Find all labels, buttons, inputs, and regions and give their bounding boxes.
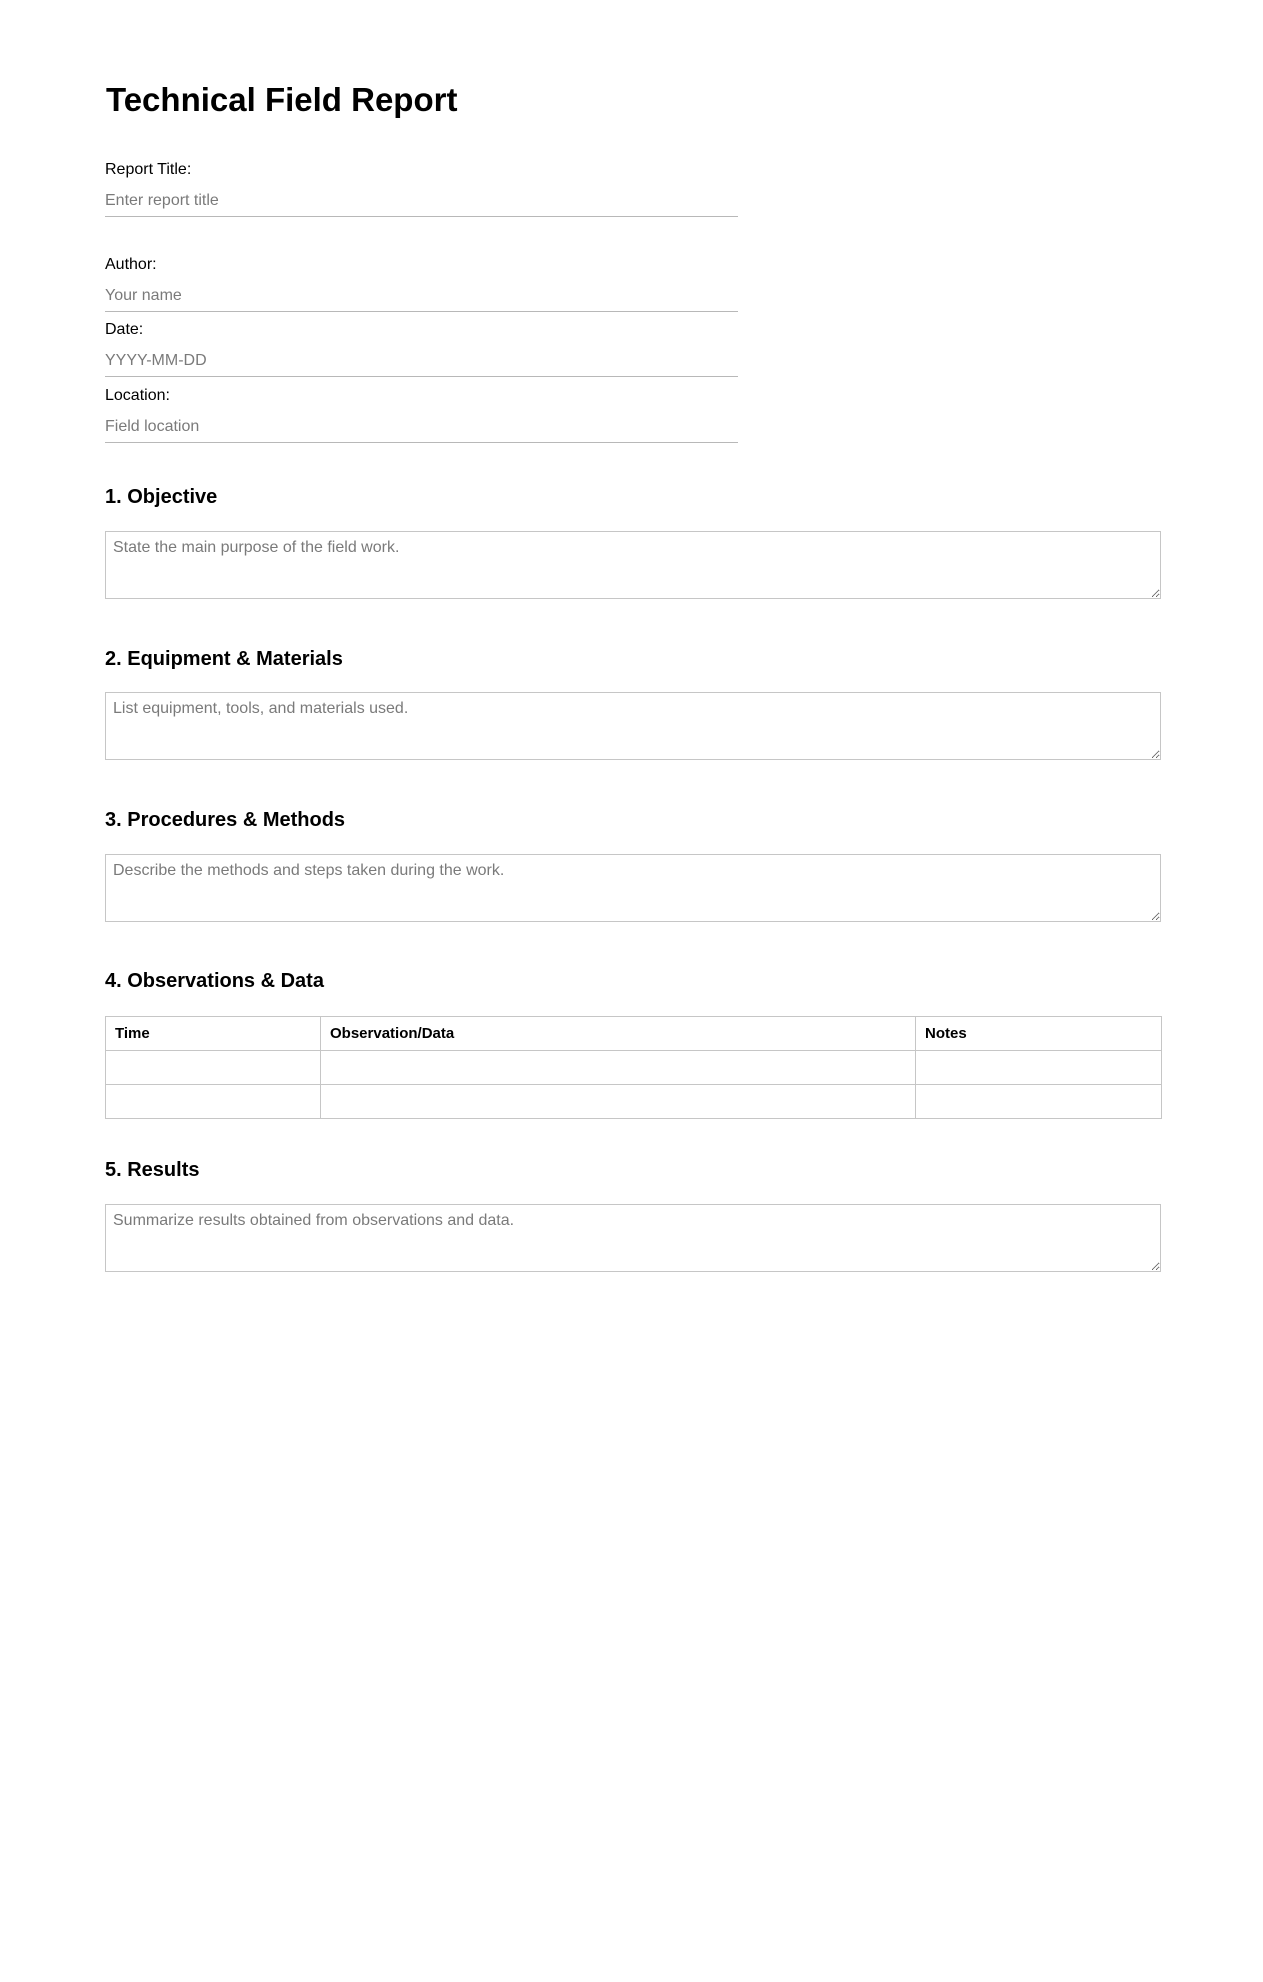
report-title-field [105,160,738,217]
location-input[interactable] [105,411,738,443]
procedures-textarea[interactable] [105,854,1161,922]
procedures-heading: 3. Procedures & Methods [105,809,346,831]
table-cell-notes[interactable] [916,1085,1162,1119]
observations-table [105,1016,1162,1119]
author-field [105,255,738,312]
report-title-input[interactable] [105,185,738,217]
table-cell-notes[interactable] [916,1051,1162,1085]
location-label: Location: [105,387,170,404]
observations-heading: 4. Observations & Data [105,970,324,992]
table-cell-observation[interactable] [321,1051,916,1085]
author-label: Author: [105,256,157,273]
date-field [105,320,738,377]
objective-heading: 1. Objective [105,486,218,508]
table-cell-observation[interactable] [321,1085,916,1119]
page-title: Technical Field Report [106,81,458,118]
table-row [106,1051,1162,1085]
column-header-time: Time [106,1017,321,1051]
table-cell-time[interactable] [106,1085,321,1119]
equipment-textarea[interactable] [105,692,1161,760]
results-textarea[interactable] [105,1204,1161,1272]
objective-textarea[interactable] [105,531,1161,599]
author-input[interactable] [105,280,738,312]
table-cell-time[interactable] [106,1051,321,1085]
report-title-label: Report Title: [105,161,192,178]
location-field [105,386,738,443]
results-heading: 5. Results [105,1159,200,1181]
column-header-notes: Notes [916,1017,1162,1051]
date-input[interactable] [105,345,738,377]
date-label: Date: [105,321,144,338]
table-header-row [106,1017,1162,1051]
equipment-heading: 2. Equipment & Materials [105,648,343,670]
table-row [106,1085,1162,1119]
column-header-observation: Observation/Data [321,1017,916,1051]
